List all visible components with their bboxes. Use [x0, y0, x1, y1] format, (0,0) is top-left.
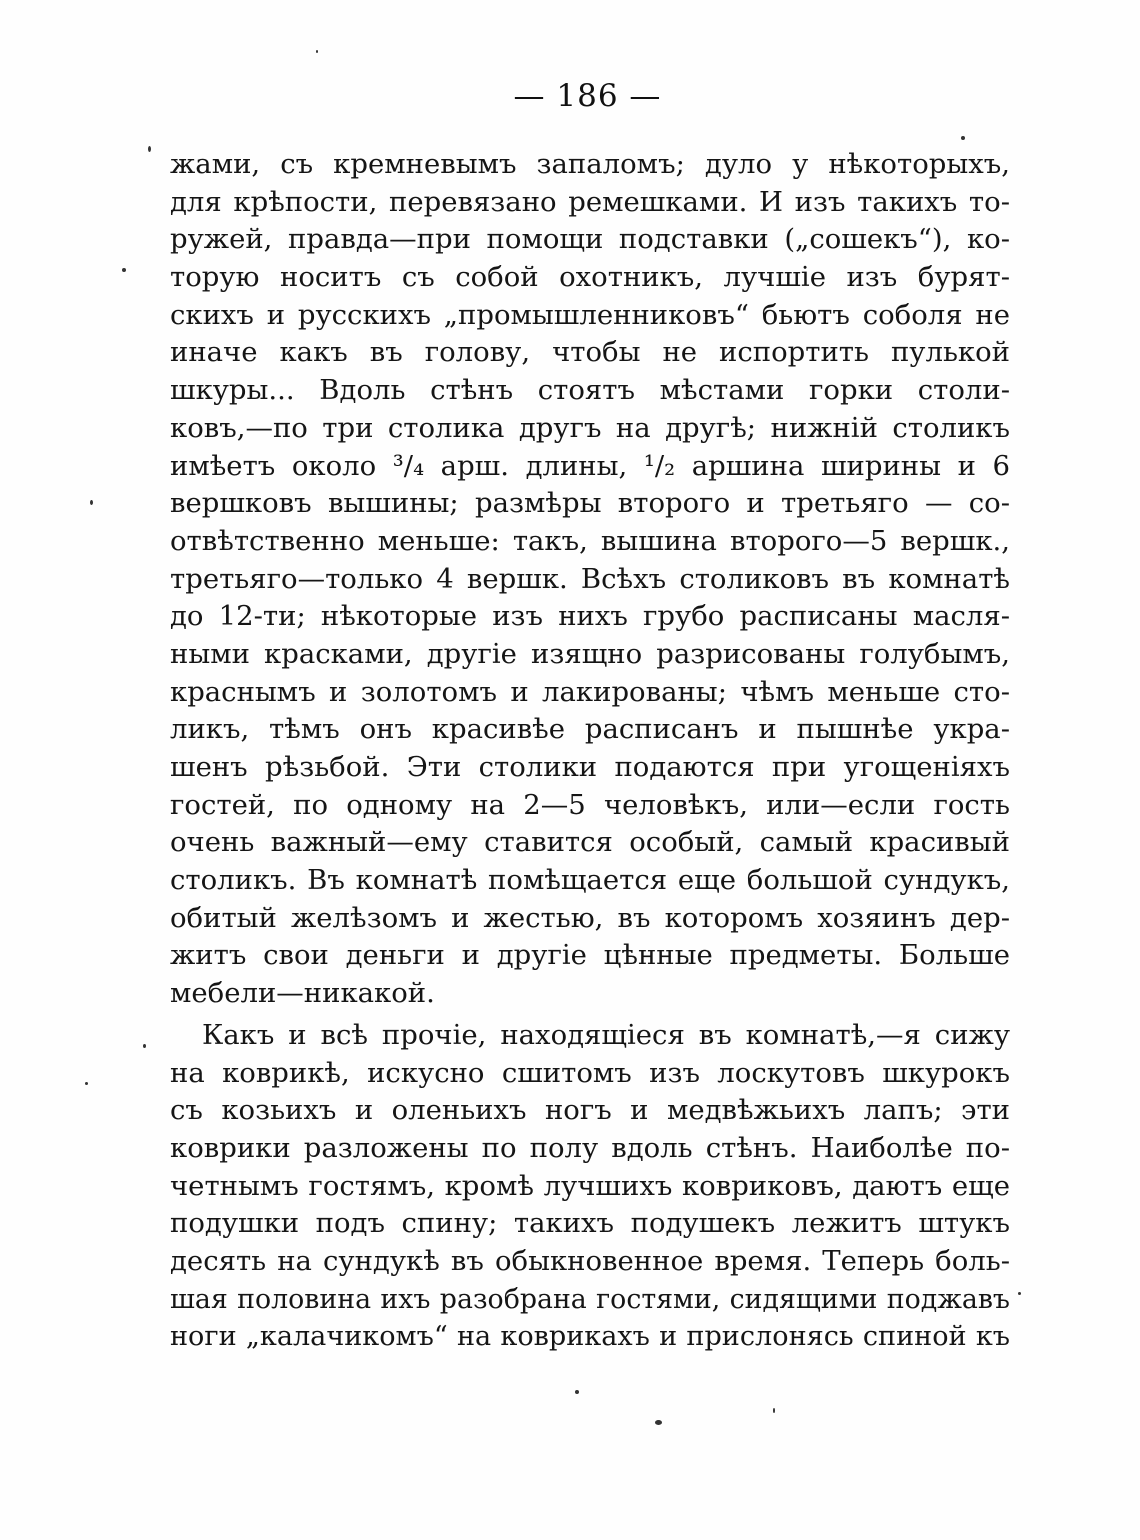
paragraph-2 [170, 1017, 1010, 1356]
text-line: подушки подъ спину; такихъ подушекъ лежитъ штукъ [170, 1207, 1010, 1240]
scan-speck [316, 50, 318, 53]
text-line: обитый желѣзомъ и жестью, въ которомъ хозяинъ дер- [170, 901, 1010, 934]
text-line: коврики разложены по полу вдоль стѣнъ. Наиболѣе по- [170, 1131, 1010, 1164]
text-line: четнымъ гостямъ, кромѣ лучшихъ ковриковъ, даютъ еще [170, 1169, 1010, 1202]
scan-speck [655, 1420, 662, 1425]
scan-speck [1018, 1292, 1021, 1295]
scan-speck [143, 1044, 146, 1048]
text-line: столикъ. Въ комнатѣ помѣщается еще большой сундукъ, [170, 864, 1010, 897]
text-line: ружей, правда—при помощи подставки („сошекъ“), ко- [170, 223, 1010, 256]
text-line: мебели—никакой. [170, 977, 435, 1010]
text-line: шая половина ихъ разобрана гостями, сидящими поджавъ [170, 1283, 1010, 1315]
text-line: десять на сундукѣ въ обыкновенное время. Теперь боль- [170, 1244, 1010, 1277]
body-text [170, 146, 1010, 1356]
text-line: Какъ и всѣ прочіе, находящіеся въ комнатѣ,—я сижу [202, 1018, 1010, 1051]
text-line: на коврикѣ, искусно сшитомъ изъ лоскутовъ шкурокъ [170, 1056, 1010, 1089]
text-line: краснымъ и золотомъ и лакированы; чѣмъ меньше сто- [170, 675, 1010, 708]
text-line: скихъ и русскихъ „промышленниковъ“ бьютъ соболя не [170, 298, 1010, 331]
scan-speck [122, 268, 126, 272]
text-line: до 12-ти; нѣкоторые изъ нихъ грубо расписаны масля- [170, 600, 1010, 633]
text-line: имѣетъ около ³/₄ арш. длины, ¹/₂ аршина ширины и 6 [170, 449, 1010, 482]
scan-speck [961, 136, 965, 140]
text-line: ными красками, другіе изящно разрисованы голубымъ, [170, 637, 1010, 670]
text-line: ноги „калачикомъ“ на коврикахъ и прислонясь спиной къ [170, 1321, 1010, 1353]
text-line: третьяго—только 4 вершк. Всѣхъ столиковъ въ комнатѣ [170, 562, 1010, 595]
page-number: — 186 — [513, 78, 662, 114]
text-line: ковъ,—по три столика другъ на другѣ; нижній столикъ [170, 411, 1010, 444]
text-line: ликъ, тѣмъ онъ красивѣе расписанъ и пышнѣе укра- [170, 713, 1010, 746]
scan-speck [148, 146, 151, 152]
text-line: отвѣтственно меньше: такъ, вышина второго—5 вершк., [170, 524, 1010, 557]
text-line: шенъ рѣзьбой. Эти столики подаются при угощеніяхъ [170, 751, 1010, 783]
text-line: для крѣпости, перевязано ремешками. И изъ такихъ то- [170, 185, 1010, 218]
text-line: иначе какъ въ голову, чтобы не испортить пулькой [170, 336, 1010, 369]
scan-speck [773, 1408, 775, 1413]
text-line: торую носитъ съ собой охотникъ, лучшіе изъ бурят- [170, 261, 1010, 294]
text-line: очень важный—ему ставится особый, самый красивый [170, 826, 1010, 859]
scan-speck [575, 1390, 579, 1394]
text-line: житъ свои деньги и другіе цѣнные предметы. Больше [170, 939, 1010, 972]
paragraph-1 [170, 146, 1010, 1013]
text-line: гостей, по одному на 2—5 человѣкъ, или—если гость [170, 788, 1010, 821]
text-line: жами, съ кремневымъ запаломъ; дуло у нѣкоторыхъ, [170, 148, 1010, 180]
text-line: вершковъ вышины; размѣры второго и третьяго — со- [170, 487, 1010, 520]
scan-speck [85, 1082, 88, 1085]
text-line: шкуры... Вдоль стѣнъ стоятъ мѣстами горки столи- [170, 374, 1010, 407]
text-line: съ козьихъ и оленьихъ ногъ и медвѣжьихъ лапъ; эти [170, 1094, 1010, 1127]
scan-speck [90, 500, 93, 505]
